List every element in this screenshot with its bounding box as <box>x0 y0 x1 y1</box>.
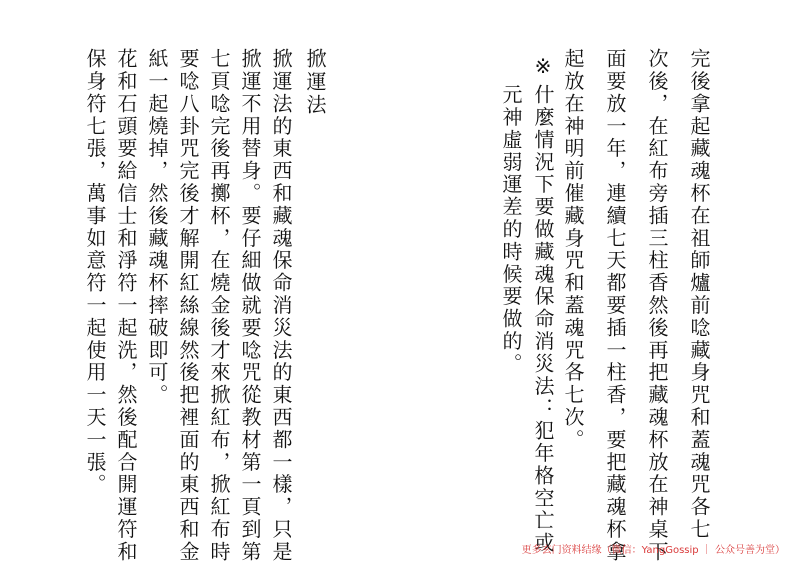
text-column: 完後拿起藏魂杯在祖師爐前唸藏身咒和蓋魂咒各七 <box>687 48 711 541</box>
text-column: 次後，在紅布旁插三柱香然後再把藏魂杯放在神桌下 <box>645 48 669 563</box>
text-column: 花和石頭要給信士和淨符一起洗，然後配合開運符和 <box>114 48 138 563</box>
text-column: 七頁唸完後再擲杯，在燒金後才來掀紅布，掀紅布時 <box>207 48 231 563</box>
text-column: 要唸八卦咒完後才解開紅絲線然後把裡面的東西和金 <box>176 48 200 563</box>
text-column: 掀運法的東西和藏魂保命消災法的東西都一樣，只是 <box>269 48 293 563</box>
note-mark: ※ <box>531 54 555 81</box>
section-title: 掀運法 <box>303 48 327 117</box>
footer-watermark: 更多玄门资料结缘（微信：YangGossip ｜ 公众号善为堂） <box>521 545 785 556</box>
text-column: 起放在神明前催藏身咒和蓋魂咒各七次。 <box>561 48 585 452</box>
text-column: 紙一起燒掉，然後藏魂杯摔破即可。 <box>145 48 169 407</box>
text-column: 保身符七張，萬事如意符一起使用一天一張。 <box>83 48 107 496</box>
text-column: 面要放一年，連續七天都要插一柱香，要把藏魂杯拿 <box>603 48 627 563</box>
note-column: 元神虛弱運差的時候要做的。 <box>499 84 523 376</box>
text-column: 掀運不用替身。要仔細做就要唸咒從教材第一頁到第 <box>238 48 262 563</box>
note-column: 什麼情況下要做藏魂保命消災法：犯年格空亡或 <box>531 84 555 555</box>
